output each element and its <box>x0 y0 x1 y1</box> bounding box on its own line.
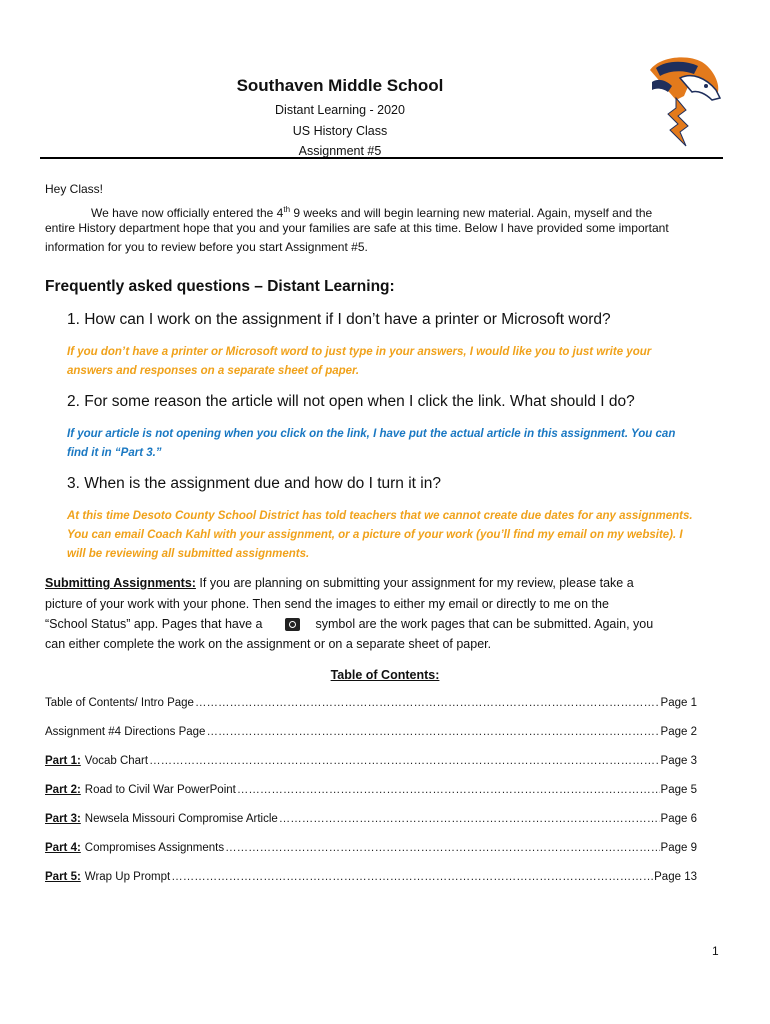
toc-part-label: Part 5: <box>45 871 81 883</box>
toc-row-text: Compromises Assignments <box>84 842 225 854</box>
faq-answer-1-line-1: If you don’t have a printer or Microsoft word to just type in your answers, I would like you to just write your <box>67 346 652 358</box>
toc-row-page: Page 5 <box>660 784 697 796</box>
camera-icon <box>285 618 300 631</box>
toc-part-label: Part 1: <box>45 755 81 767</box>
submitting-text-3a: “School Status” app. Pages that have a <box>45 617 263 631</box>
intro-line-2: entire History department hope that you and your families are safe at this time. Below I have provided some important <box>45 221 669 235</box>
toc-row <box>45 726 697 744</box>
faq-question-3: 3. When is the assignment due and how do I turn it in? <box>67 475 441 492</box>
toc-row-text: Vocab Chart <box>84 755 149 767</box>
submitting-line-2: picture of your work with your phone. Then send the images to either my email or directly to me on the <box>45 597 609 611</box>
toc-row-text: Wrap Up Prompt <box>84 871 171 883</box>
toc-part-label: Part 3: <box>45 813 81 825</box>
toc-row-text: Table of Contents/ Intro Page <box>45 697 194 709</box>
faq-answer-2-line-2: find it in “Part 3.” <box>67 447 162 459</box>
faq-answer-3-line-3: will be reviewing all submitted assignments. <box>67 548 310 560</box>
toc-row-page: Page 9 <box>660 842 697 854</box>
toc-title: Table of Contents: <box>330 668 440 682</box>
toc-row-page: Page 1 <box>660 697 697 709</box>
subtitle-line-3: Assignment #5 <box>298 144 382 158</box>
toc-row-text: Newsela Missouri Compromise Article <box>84 813 278 825</box>
toc-part-label: Part 4: <box>45 842 81 854</box>
faq-answer-3-line-2: You can email Coach Kahl with your assignment, or a picture of your work (you’ll find my email on my website). I <box>67 529 683 541</box>
intro-text-a: We have now officially entered the 4 <box>91 206 284 220</box>
mustang-logo-icon <box>640 52 722 148</box>
toc-row <box>45 813 697 831</box>
header-divider <box>40 157 723 159</box>
toc-leader <box>171 871 653 883</box>
submitting-label: Submitting Assignments: <box>45 576 196 590</box>
submitting-line-4: can either complete the work on the assignment or on a separate sheet of paper. <box>45 637 492 651</box>
toc-row-page: Page 13 <box>654 871 697 883</box>
subtitle-line-2: US History Class <box>292 124 388 138</box>
faq-heading: Frequently asked questions – Distant Learning: <box>45 278 395 295</box>
toc-row-page: Page 2 <box>660 726 697 738</box>
page-number: 1 <box>712 944 719 958</box>
submitting-text-1: If you are planning on submitting your assignment for my review, please take a <box>195 576 634 590</box>
toc-row-page: Page 3 <box>660 755 697 767</box>
intro-superscript: th <box>283 205 291 214</box>
toc-leader <box>149 755 659 767</box>
toc-leader <box>279 813 660 825</box>
toc-row <box>45 842 697 860</box>
toc-row <box>45 697 697 715</box>
toc-row-text: Road to Civil War PowerPoint <box>84 784 236 796</box>
faq-question-2: 2. For some reason the article will not open when I click the link. What should I do? <box>67 393 635 410</box>
faq-answer-2-line-1: If your article is not opening when you click on the link, I have put the actual article in this assignment. You can <box>67 428 676 440</box>
submitting-line-3 <box>45 615 653 635</box>
toc-row <box>45 871 697 889</box>
toc-row-page: Page 6 <box>660 813 697 825</box>
toc-leader <box>225 842 659 854</box>
toc-leader <box>195 697 660 709</box>
intro-text-b: 9 weeks and will begin learning new material. Again, myself and the <box>290 206 653 220</box>
faq-answer-1-line-2: answers and responses on a separate sheet of paper. <box>67 365 360 377</box>
toc-row <box>45 784 697 802</box>
school-title: Southaven Middle School <box>236 76 444 95</box>
toc-row <box>45 755 697 773</box>
faq-answer-3-line-1: At this time Desoto County School District has told teachers that we cannot create due dates for any assignments. <box>67 510 693 522</box>
toc-leader <box>206 726 659 738</box>
toc-leader <box>237 784 660 796</box>
toc-row-text: Assignment #4 Directions Page <box>45 726 206 738</box>
toc-part-label: Part 2: <box>45 784 81 796</box>
intro-line-3: information for you to review before you start Assignment #5. <box>45 240 368 254</box>
greeting: Hey Class! <box>45 182 104 196</box>
faq-question-1: 1. How can I work on the assignment if I don’t have a printer or Microsoft word? <box>67 311 611 328</box>
submitting-text-3b: symbol are the work pages that can be submitted. Again, you <box>315 617 654 631</box>
submitting-line-1 <box>45 574 634 594</box>
subtitle-line-1: Distant Learning - 2020 <box>275 103 405 117</box>
